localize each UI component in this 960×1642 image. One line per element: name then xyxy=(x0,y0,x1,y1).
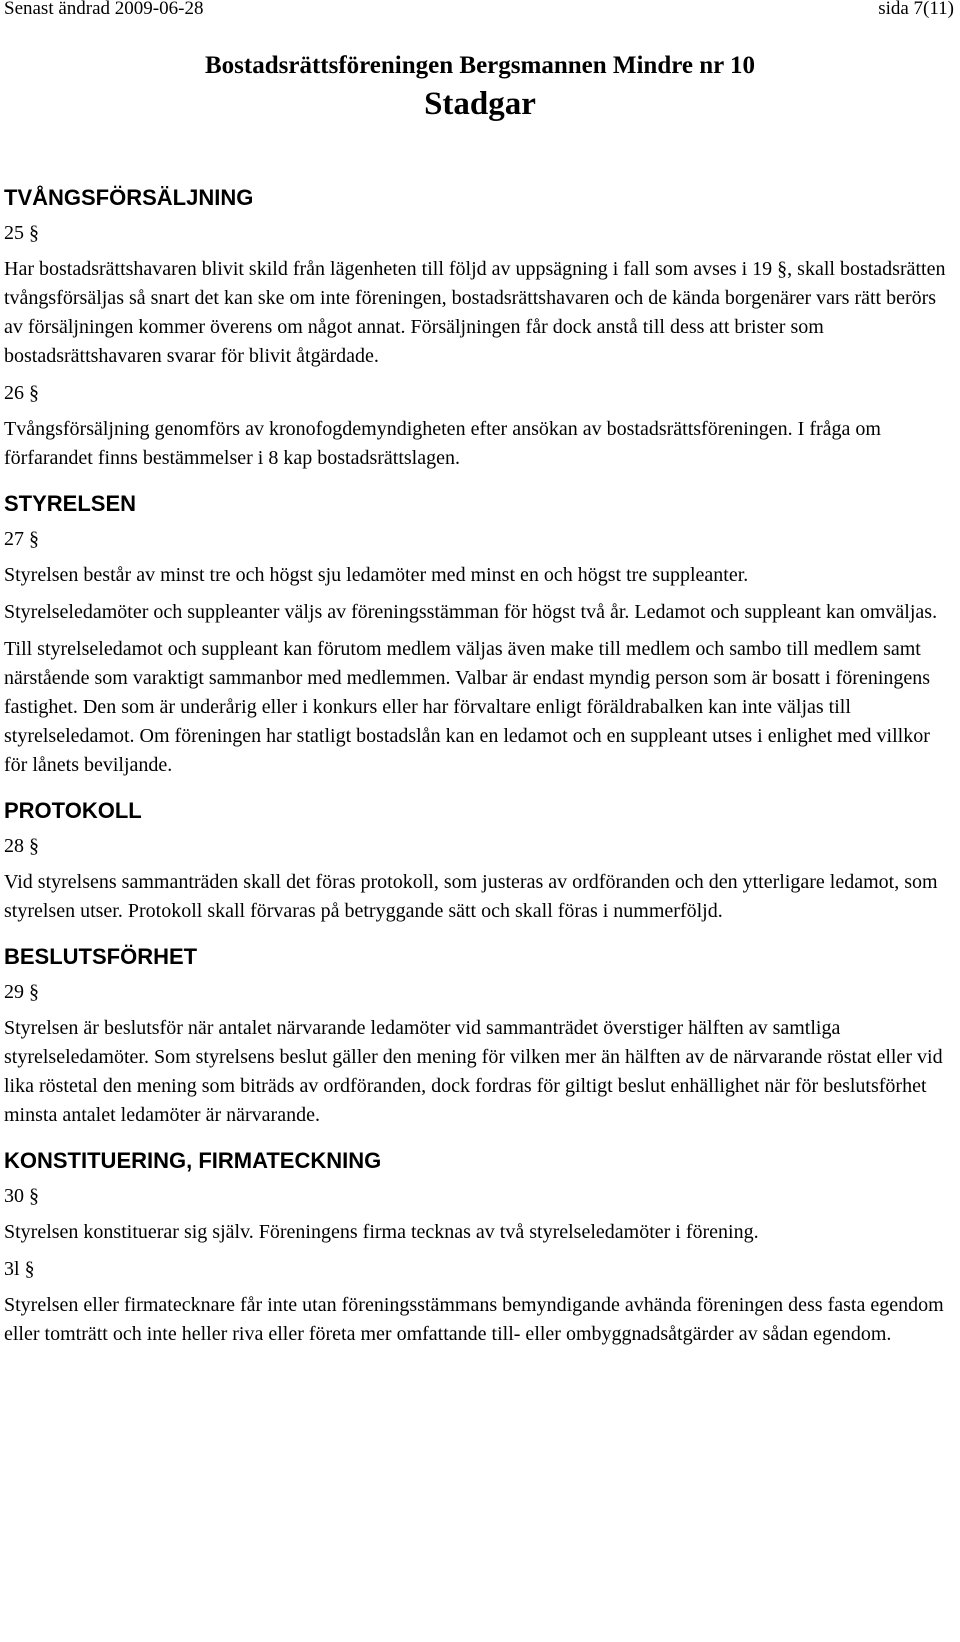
section-heading: STYRELSEN xyxy=(4,491,137,516)
organization-name: Bostadsrättsföreningen Bergsmannen Mindre nr 10 xyxy=(204,52,756,79)
paragraph-text: Styrelseledamöter och suppleanter väljs av föreningsstämman för högst två år. Ledamot och suppleant kan omväljas. xyxy=(4,601,938,623)
paragraph-number xyxy=(4,832,954,860)
section-heading: KONSTITUERING, FIRMATECKNING xyxy=(4,1148,382,1173)
section-sign: § xyxy=(29,528,39,550)
paragraph-number-value: 27 xyxy=(4,528,24,550)
section-sign: § xyxy=(29,382,39,404)
page-number: sida 7(11) xyxy=(878,0,954,19)
paragraph-text: Styrelsen eller firmatecknare får inte utan föreningsstämmans bemyndigande avhända föreningen dess fasta egendom eller tomträtt och inte heller riva eller företa mer omfattande till- eller ombyggnadsåtgärder av sådan egendom. xyxy=(4,1294,944,1345)
paragraph-number xyxy=(4,525,954,553)
section-sign: § xyxy=(29,1185,39,1207)
paragraph-number-value: 28 xyxy=(4,835,24,857)
last-modified-date: Senast ändrad 2009-06-28 xyxy=(4,0,204,19)
paragraph-number-value: 3l xyxy=(4,1258,20,1280)
paragraph-number xyxy=(4,978,954,1006)
section-sign: § xyxy=(24,1258,35,1280)
document-title: Stadgar xyxy=(424,86,536,122)
paragraph-text: Har bostadsrättshavaren blivit skild från lägenheten till följd av uppsägning i fall som avses i 19 §, skall bostadsrätten tvångsförsäljas så snart det kan ske om inte föreningen, bostadsrättshavaren och de kända borgenärer vars rätt berörs av försäljningen kommer överens om något annat. Försäljningen får dock anstå till dess att brister som bostadsrättshavaren svarar för blivit åtgärdade. xyxy=(4,258,946,367)
paragraph-text: Till styrelseledamot och suppleant kan förutom medlem väljas även make till medlem och sambo till medlem samt närstående som varaktigt sammanbor med medlemmen. Valbar är endast myndig person som är bosatt i föreningens fastighet. Den som är underårig eller i konkurs eller har förvaltare enligt föräldrabalken kan inte väljas till styrelseledamot. Om föreningen har statligt bostadslån kan en ledamot och en suppleant utses i enlighet med villkor för lånets beviljande. xyxy=(4,638,931,776)
section-sign: § xyxy=(29,981,39,1003)
paragraph-text: Tvångsförsäljning genomförs av kronofogdemyndigheten efter ansökan av bostadsrättsföreningen. I fråga om förfarandet finns bestämmelser i 8 kap bostadsrättslagen. xyxy=(4,418,881,469)
paragraph-text: Vid styrelsens sammanträden skall det föras protokoll, som justeras av ordföranden och den ytterligare ledamot, som styrelsen utser. Protokoll skall förvaras på betryggande sätt och skall föras i nummerföljd. xyxy=(4,871,938,922)
section-heading: BESLUTSFÖRHET xyxy=(4,944,198,969)
paragraph-number xyxy=(4,1182,954,1210)
section-heading: PROTOKOLL xyxy=(4,798,142,823)
paragraph-number xyxy=(4,219,954,247)
document-body xyxy=(4,183,954,1365)
paragraph-number-value: 29 xyxy=(4,981,24,1003)
paragraph-number-value: 30 xyxy=(4,1185,24,1207)
paragraph-text: Styrelsen består av minst tre och högst sju ledamöter med minst en och högst tre suppleanter. xyxy=(4,564,749,586)
section-sign: § xyxy=(29,222,39,244)
section-heading: TVÅNGSFÖRSÄLJNING xyxy=(4,185,254,210)
paragraph-text: Styrelsen är beslutsför när antalet närvarande ledamöter vid sammanträdet överstiger hälften av samtliga styrelseledamöter. Som styrelsens beslut gäller den mening för vilken mer än hälften av de närvarande röstat eller vid lika röstetal den mening som biträds av ordföranden, dock fordras för giltigt beslut enhällighet när för beslutsförhet minsta antalet ledamöter är närvarande. xyxy=(4,1017,943,1126)
paragraph-number xyxy=(4,379,954,407)
paragraph-number-value: 26 xyxy=(4,382,24,404)
paragraph-number-value: 25 xyxy=(4,222,24,244)
paragraph-text: Styrelsen konstituerar sig själv. Föreningens firma tecknas av två styrelseledamöter i förening. xyxy=(4,1221,759,1243)
paragraph-number xyxy=(4,1255,954,1283)
section-sign: § xyxy=(29,835,39,857)
